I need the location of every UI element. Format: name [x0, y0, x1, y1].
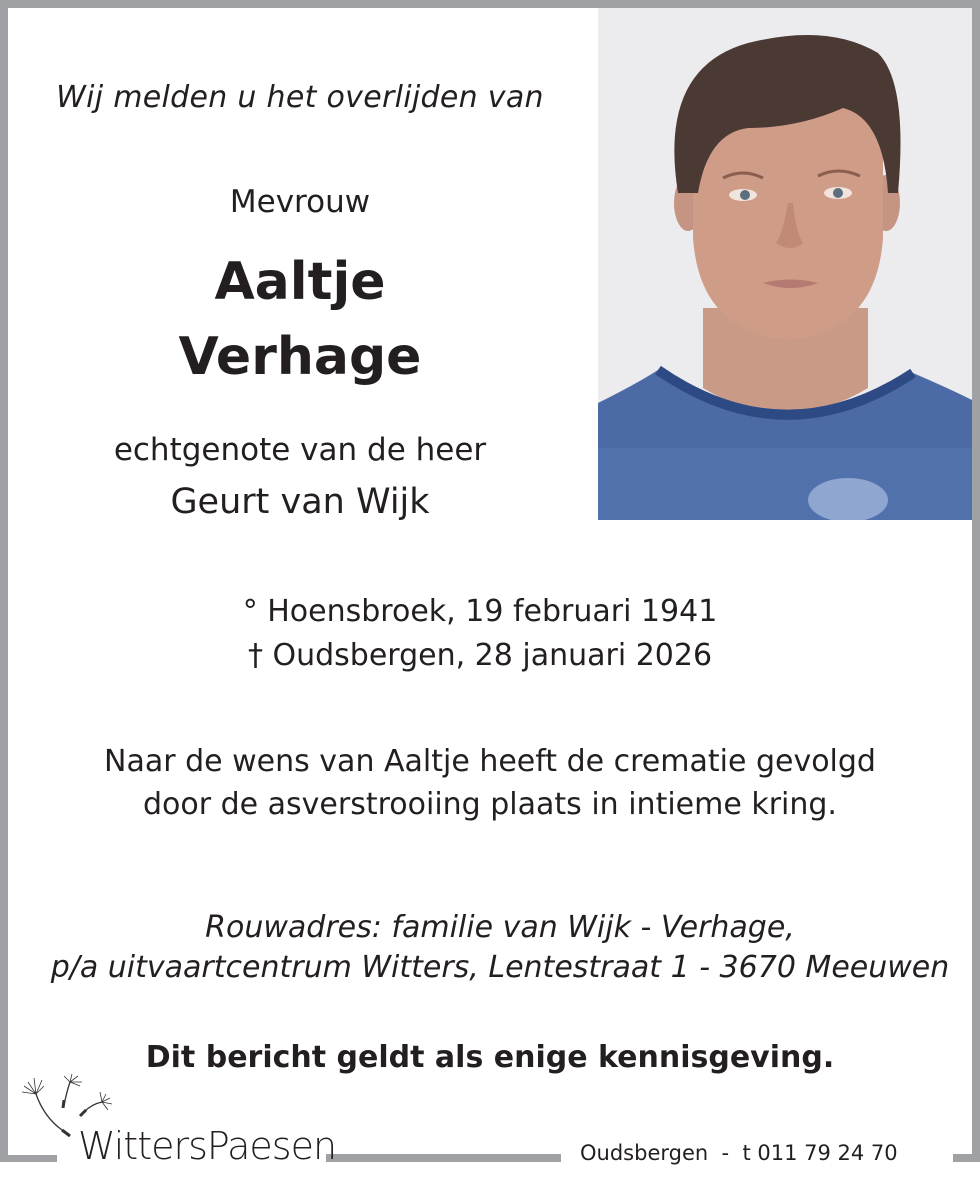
frame-left	[0, 0, 8, 1162]
frame-top	[0, 0, 980, 8]
spouse-label: echtgenote van de heer	[113, 432, 487, 468]
deceased-last-name: Verhage	[178, 327, 422, 387]
birth-info: ° Hoensbroek, 19 februari 1941	[242, 594, 718, 629]
message-line-1: Naar de wens van Aaltje heeft de crematie gevolgd	[104, 744, 876, 779]
death-info: † Oudsbergen, 28 januari 2026	[247, 638, 713, 673]
frame-right	[972, 0, 980, 1162]
footer-location-phone: Oudsbergen - t 011 79 24 70	[580, 1141, 898, 1165]
spouse-name: Geurt van Wijk	[170, 482, 430, 522]
honorific: Mevrouw	[229, 184, 371, 220]
deceased-first-name: Aaltje	[214, 252, 386, 312]
address-line-1: Rouwadres: familie van Wijk - Verhage,	[205, 910, 795, 945]
portrait-photo	[598, 8, 972, 520]
message-line-2: door de asverstrooiing plaats in intieme kring.	[143, 787, 837, 822]
frame-bottom-right	[953, 1154, 980, 1162]
address-line-2: p/a uitvaartcentrum Witters, Lentestraat 1 - 3670 Meeuwen	[50, 950, 950, 985]
closing-notice: Dit bericht geldt als enige kennisgeving.	[145, 1040, 835, 1075]
company-logo: WittersPaesen	[78, 1124, 337, 1168]
intro-text: Wij melden u het overlijden van	[56, 80, 544, 115]
frame-bottom-middle	[326, 1154, 561, 1162]
